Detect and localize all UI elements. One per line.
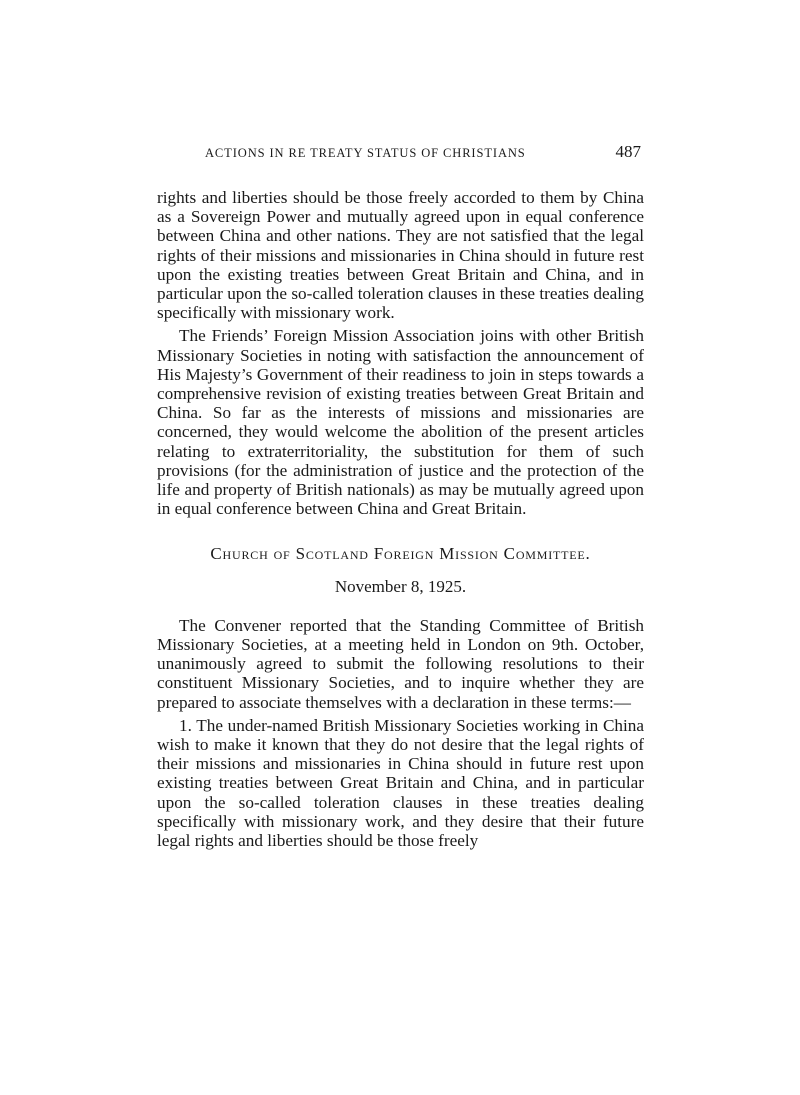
- body-text: [157, 188, 644, 850]
- running-head: [205, 142, 641, 162]
- paragraph-friends-association: The Friends’ Foreign Mission Association joins with other British Missionary Societies in noting with satisfaction the announcement of His Majesty’s Government of their readiness to join in steps towards a comprehensive revision of existing treaties between Great Britain and China. So far as the interests of missions and missionaries are concerned, they would welcome the abolition of the present articles relating to extraterritoriality, the substitution for them of such provisions (for the administration of justice and the protection of the life and property of British nationals) as may be mutually agreed upon in equal conference between China and Great Britain.: [157, 326, 644, 519]
- section-date: November 8, 1925.: [334, 576, 467, 596]
- paragraph-resolution-1: 1. The under-named British Missionary Societies working in China wish to make it known that they do not desire that the legal rights of their missions and missionaries in China should in future rest upon existing treaties between Great Britain and China, and in particular upon the so-called toleration clauses in these treaties dealing specifically with missionary work, and they desire that their future legal rights and liberties should be those freely: [157, 715, 644, 851]
- paragraph-convener-report: The Convener reported that the Standing Committee of British Missionary Societies, at a meeting held in London on 9th. October, unanimously agreed to submit the following resolutions to their constituent Missionary Societies, and to inquire whether they are prepared to associate themselves with a declaration in these terms:—: [157, 615, 644, 712]
- section-heading: Church of Scotland Foreign Mission Committee.: [210, 544, 591, 564]
- paragraph-continuation: rights and liberties should be those freely accorded to them by China as a Sovereign Power and mutually agreed upon in equal conference between China and other nations. They are not satisfied that the legal rights of their missions and missionaries in China should in future rest upon the existing treaties between Great Britain and China, and in particular upon the so-called toleration clauses in these treaties dealing specifically with missionary work.: [157, 188, 644, 323]
- page-number: 487: [615, 142, 641, 161]
- running-title: ACTIONS IN RE TREATY STATUS OF CHRISTIANS: [205, 146, 526, 160]
